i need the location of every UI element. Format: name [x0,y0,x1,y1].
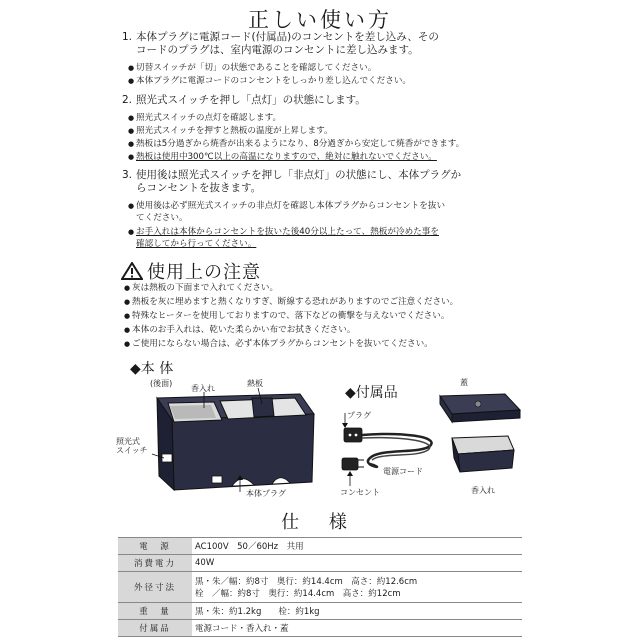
accessories-drawing [330,388,530,488]
step-line: 本体プラグに電源コード(付属品)のコンセントを差し込み、その [136,31,439,43]
spec-value-line: 栓 ／幅：約8寸 奥行：約14.4cm 高さ：約12cm [195,589,401,599]
caution-item: ● 熱板を灰に埋めますと熱くなりすぎ、断線する恐れがありますのでご注意ください。 [132,296,532,308]
spec-label: 重 量 [118,603,192,620]
step-2 [122,94,522,107]
step-2-bullet: ● 照光式スイッチを押すと熱板の温度が上昇します。 [136,125,526,137]
warning-triangle-icon [121,262,143,280]
spec-row [118,538,522,555]
spec-label: 消費電力 [118,555,192,572]
step-3-bullet-cont: てください。 [136,213,188,223]
step-line: コードのプラグは、室内電源のコンセントに差し込みます。 [136,44,419,56]
step-line: 照光式スイッチを押し「点灯」の状態にします。 [136,94,366,106]
switch-label-line: スイッチ [116,446,148,455]
spec-row [118,603,522,620]
step-number: 3. [122,169,133,181]
spec-label: 電 源 [118,538,192,555]
step-3-bullet: ● お手入れは本体からコンセントを抜いた後40分以上たって、熱板が冷めた事を [136,226,526,238]
step-2-bullet: ● 熱板は5分過ぎから焼香が出来るようになり、8分過ぎから安定して焼香ができます。 [136,138,526,150]
spec-table [118,537,522,637]
spec-label: 外径寸法 [118,572,192,603]
outlet-label: コンセント [340,488,380,497]
spec-value: 40W [192,555,522,572]
spec-value: 電源コード・香入れ・蓋 [192,620,522,637]
step-line: らコンセントを抜きます。 [136,182,262,194]
main-body-drawing [112,380,322,500]
caution-item: ● 灰は熱板の下面まで入れてください。 [132,282,532,294]
spec-value: AC100V 50／60Hz 共用 [192,538,522,555]
body-plug-label: 本体プラグ [246,489,286,498]
spec-label: 付属品 [118,620,192,637]
hotplate-label: 熱板 [247,379,263,388]
spec-value: 黒・朱：約1.2kg 栓：約1kg [192,603,522,620]
incense-cup-label: 香入れ [471,486,495,495]
step-number: 1. [122,31,133,43]
spec-title: 仕 様 [281,512,359,533]
plug-label: プラグ [347,411,371,420]
step-2-bullet-warning: ● 熱板は使用中300℃以上の高温になりますので、絶対に触れないでください。 [136,151,526,163]
step-3 [122,169,522,195]
page-title: 正しい使い方 [248,8,392,32]
step-2-bullet: ● 照光式スイッチの点灯を確認します。 [136,112,526,124]
step-line: 使用後は照光式スイッチを押し「非点灯」の状態にし、本体プラグか [136,169,462,181]
spec-row [118,620,522,637]
step-1-bullet: ● 本体プラグに電源コードのコンセントをしっかり差し込んでください。 [136,75,526,87]
back-label: (後面) [150,379,173,388]
step-3-bullet-cont: 確認してから行ってください。 [136,239,257,249]
cord-label: 電源コード [383,467,423,476]
switch-label-line: 照光式 [116,437,140,446]
accessories-title-text: 付属品 [355,385,398,401]
caution-title: 使用上の注意 [147,262,261,283]
step-1-bullet: ● 切替スイッチが「切」の状態であることを確認してください。 [136,62,526,74]
spec-row [118,555,522,572]
spec-value [192,572,522,603]
diamond-icon: ◆ [345,385,356,401]
body-section-title [130,358,173,378]
spec-row [118,572,522,603]
lid-label: 蓋 [460,378,468,387]
spec-value-line: 黒・朱／幅：約8寸 奥行：約14.4cm 高さ：約12.6cm [195,577,418,587]
caution-item: ● 本体のお手入れは、乾いた柔らかい布でお拭きください。 [132,324,532,336]
caution-heading [121,258,261,284]
body-title-text: 本 体 [140,361,174,377]
step-3-bullet: ● 使用後は必ず照光式スイッチの非点灯を確認し本体プラグからコンセントを抜い [136,200,526,212]
caution-item: ● 特殊なヒーターを使用しておりますので、落下などの衝撃を与えないでください。 [132,310,532,322]
diamond-icon: ◆ [130,361,141,377]
step-1 [122,31,522,57]
caution-item: ● ご使用にならない場合は、必ず本体プラグからコンセントを抜いてください。 [132,338,532,350]
step-number: 2. [122,94,133,106]
incense-holder-label: 香入れ [191,384,215,393]
